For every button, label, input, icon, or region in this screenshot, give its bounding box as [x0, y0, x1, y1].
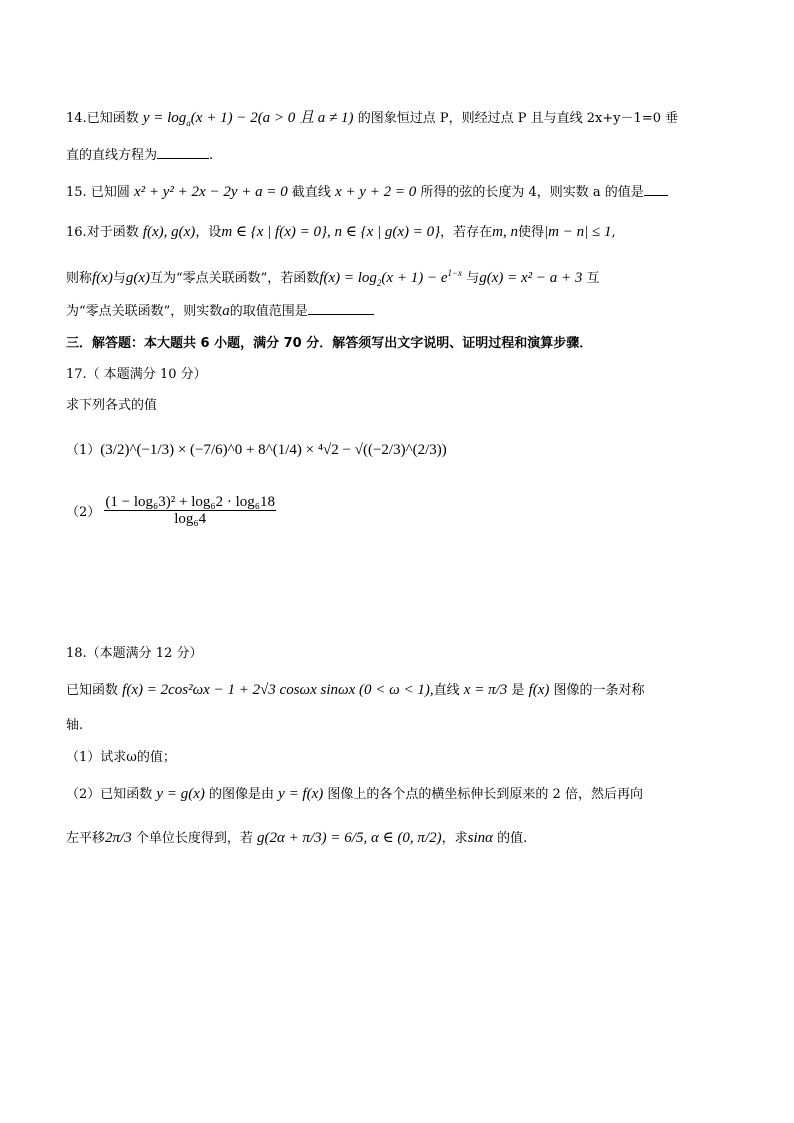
q14-text-b: 的图象恒过点 P，则经过点 P 且与直线 2x+y－1=0 垂 — [357, 111, 679, 126]
q16-l2-c: 互为“零点关联函数”，若函数 — [150, 271, 320, 286]
q15-answer-blank[interactable] — [644, 181, 668, 196]
q17-part-1 — [66, 440, 447, 461]
q17-part-2 — [66, 494, 276, 527]
q15-number: 15. — [66, 185, 87, 200]
question-16-line-2 — [66, 263, 600, 293]
q16-l2-b: 与 — [112, 271, 126, 286]
q18-shift: 2π/3 — [105, 830, 132, 846]
q18-l1-a: 已知函数 — [66, 683, 119, 698]
q18-axis: x = π/3 — [463, 682, 508, 698]
q14-line2: 直的直线方程为 — [66, 148, 158, 163]
q18-l1-c: 是 — [511, 683, 525, 698]
q18-l1-b: 直线 — [433, 683, 460, 698]
q16-text-b: ，设 — [195, 225, 222, 240]
q16-l2-e: 互 — [586, 271, 600, 286]
question-14-line-2 — [66, 144, 213, 166]
q18-p2-a: （2）已知函数 — [66, 787, 153, 802]
q16-l3-a: 为“零点关联函数”，则实数 — [66, 304, 223, 319]
q18-line-2: 轴. — [66, 718, 84, 733]
q16-mn: m, n — [492, 224, 518, 240]
q16-a: a — [222, 303, 230, 319]
q18-p2-f: y = f(x) — [278, 786, 324, 802]
q18-p3-a: 左平移 — [66, 831, 106, 846]
q16-answer-blank[interactable] — [308, 300, 374, 315]
q18-p2-g: y = g(x) — [156, 786, 205, 802]
q16-text-c: ，若存在 — [440, 225, 493, 240]
q16-def-f: $f(x) = \log_2(x + 1) - e^{1-x}$ — [319, 268, 463, 288]
q16-l2-d: 与 — [466, 271, 480, 286]
q16-l2-a: 则称 — [66, 271, 93, 286]
q18-p2-b: 的图像是由 — [209, 787, 275, 802]
q17-head: 17.（ 本题满分 10 分） — [66, 367, 207, 382]
question-14-line-1 — [66, 108, 678, 133]
q18-part-1: （1）试求ω的值； — [66, 750, 176, 765]
q17-prompt: 求下列各式的值 — [66, 398, 158, 413]
q18-f-definition: f(x) = 2cos²ωx − 1 + 2√3 cosωx sinωx (0 < ω < 1), — [122, 682, 434, 698]
q18-p3-c: ，求 — [441, 831, 468, 846]
q18-p3-d: 的值. — [497, 831, 528, 846]
q16-fx: f(x) — [92, 270, 113, 286]
question-16-line-3 — [66, 300, 374, 322]
q15-text-c: 所得的弦的长度为 4，则实数 a 的值是 — [420, 185, 644, 200]
q16-gx: g(x) — [125, 270, 151, 286]
q16-def-g: g(x) = x² − a + 3 — [479, 270, 583, 286]
q18-part-2-line-2 — [66, 828, 527, 849]
question-16-line-1: 16.对于函数 f(x), g(x)，设m ∈ {x | f(x) = 0}, n ∈ {x | g(x) = 0}，若存在m, n使得|m − n| ≤ 1, — [66, 224, 616, 240]
q15-text-a: 已知圆 — [90, 185, 130, 200]
q18-sin-alpha: sinα — [467, 830, 494, 846]
q16-number: 16. — [66, 225, 87, 240]
q14-number: 14. — [66, 111, 87, 126]
q18-fx: f(x) — [528, 682, 550, 698]
q15-text-b: 截直线 — [291, 185, 331, 200]
q14-formula: $y = \log_a(x + 1) - 2(a > 0$ 且 a ≠ 1) — [142, 110, 354, 128]
q18-p3-b: 个单位长度得到，若 — [135, 831, 253, 846]
q14-answer-blank[interactable] — [157, 144, 209, 159]
q18-p2-c: 图像上的各个点的横坐标伸长到原来的 2 倍，然后再向 — [327, 787, 643, 802]
q16-condition: |m − n| ≤ 1 — [544, 224, 612, 240]
q17-p2-numerator: (1 − log₆3)² + log₆2 · log₆18 — [105, 494, 276, 510]
q16-text-d: 使得 — [518, 225, 545, 240]
q14-period: . — [209, 148, 214, 163]
question-15 — [66, 181, 668, 203]
q18-part-2-line-1 — [66, 784, 643, 805]
q17-p1-label: （1） — [66, 443, 101, 458]
q16-functions: f(x), g(x) — [142, 224, 196, 240]
q17-p2-label: （2） — [66, 505, 101, 520]
q16-text-a: 对于函数 — [86, 225, 139, 240]
q17-p2-denominator: log₆4 — [174, 511, 207, 527]
q14-text: 已知函数 — [86, 111, 139, 126]
q18-head: 18.（本题满分 12 分） — [66, 646, 203, 661]
q16-l3-b: 的取值范围是 — [229, 304, 308, 319]
q17-p1-formula: (3/2)^(−1/3) × (−7/6)^0 + 8^(1/4) × ⁴√2 − √((−2/3)^(2/3)) — [100, 442, 447, 458]
q18-line-1 — [66, 680, 645, 701]
q18-condition: g(2α + π/3) = 6/5, α ∈ (0, π/2) — [257, 830, 442, 846]
q16-sets: m ∈ {x | f(x) = 0}, n ∈ {x | g(x) = 0} — [221, 224, 441, 240]
q18-l1-d: 图像的一条对称 — [553, 683, 645, 698]
q15-line-formula: x + y + 2 = 0 — [335, 184, 417, 200]
q17-p2-fraction — [104, 494, 276, 527]
q15-circle-formula: x² + y² + 2x − 2y + a = 0 — [133, 184, 288, 200]
section-3-heading: 三．解答题：本大题共 6 小题，满分 70 分．解答须写出文字说明、证明过程和演算步骤． — [66, 336, 593, 351]
